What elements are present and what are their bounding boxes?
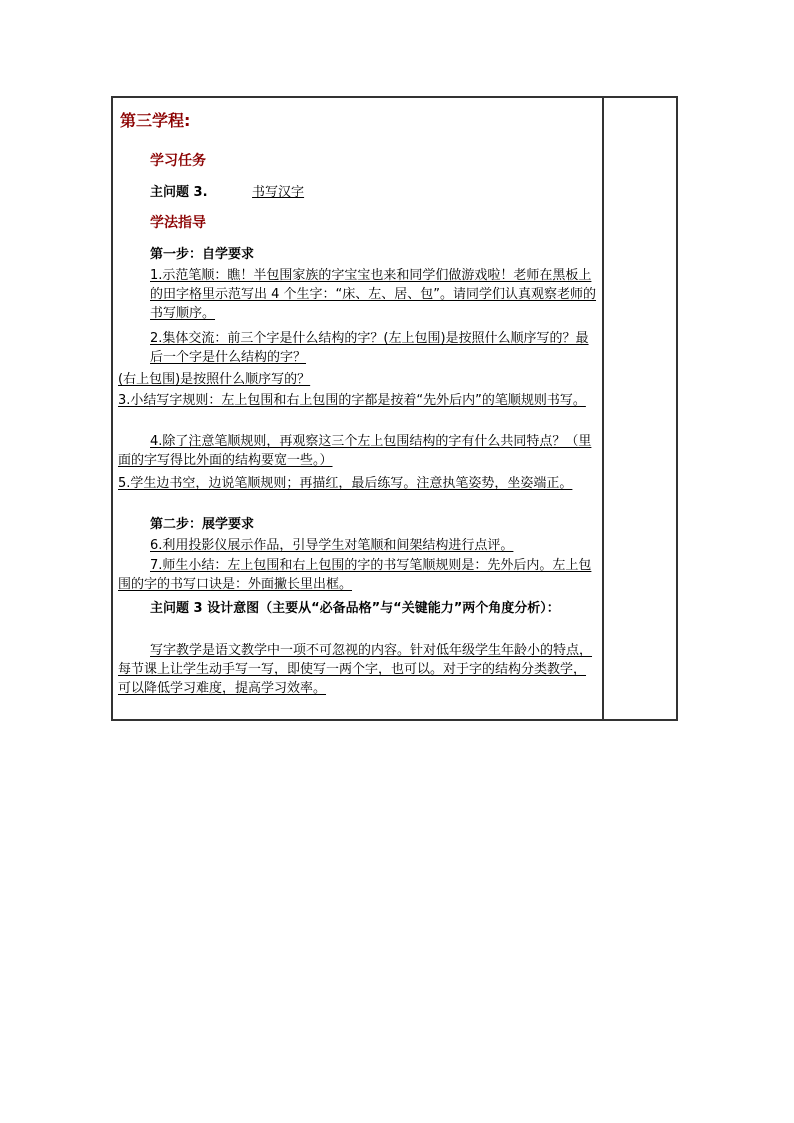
step-item-4: 4.除了注意笔顺规则，再观察这三个左上包围结构的字有什么共同特点？（里面的字写得比外面的结构要宽一些。）	[118, 434, 592, 468]
step-item-6: 6.利用投影仪展示作品，引导学生对笔顺和间架结构进行点评。	[150, 538, 514, 553]
main-question-text: 书写汉字	[252, 185, 305, 200]
main-question	[120, 184, 600, 202]
table-column-divider	[602, 96, 604, 721]
step-item-1: 1.示范笔顺：瞧！半包围家族的字宝宝也来和同学们做游戏啦！老师在黑板上的田字格里示范写出 4 个生字：“床、左、居、包”。请同学们认真观察老师的书写顺序。	[150, 268, 597, 321]
step-item-5: 5.学生边书空，边说笔顺规则；再描红，最后练写。注意执笔姿势，坐姿端正。	[118, 476, 573, 491]
step-item-2: 2.集体交流：前三个字是什么结构的字？(左上包围)是按照什么顺序写的？最后一个字是什么结构的字？	[150, 331, 589, 365]
step1-heading: 第一步：自学要求	[150, 247, 255, 262]
step2-heading: 第二步：展学要求	[150, 517, 255, 532]
section-title: 第三学程:	[120, 111, 191, 130]
main-question-label: 主问题 3.	[150, 185, 208, 200]
step-item-3: 3.小结写字规则：左上包围和右上包围的字都是按着“先外后内”的笔顺规则书写。	[118, 393, 586, 408]
step-item-7: 7.师生小结：左上包围和右上包围的字的书写笔顺规则是：先外后内。左上包围的字的书写口诀是：外面撇长里出框。	[118, 558, 592, 592]
design-intent-text: 写字教学是语文教学中一项不可忽视的内容。针对低年级学生年龄小的特点，每节课上让学生动手写一写，即使写一两个字，也可以。对于字的结构分类教学，可以降低学习难度，提高学习效率。	[118, 643, 593, 696]
step-item-2-continued: (右上包围)是按照什么顺序写的？	[118, 372, 311, 387]
design-intent-heading: 主问题 3 设计意图（主要从“必备品格”与“关键能力”两个角度分析）：	[150, 601, 560, 616]
method-heading: 学法指导	[150, 215, 206, 231]
task-heading: 学习任务	[150, 153, 206, 169]
